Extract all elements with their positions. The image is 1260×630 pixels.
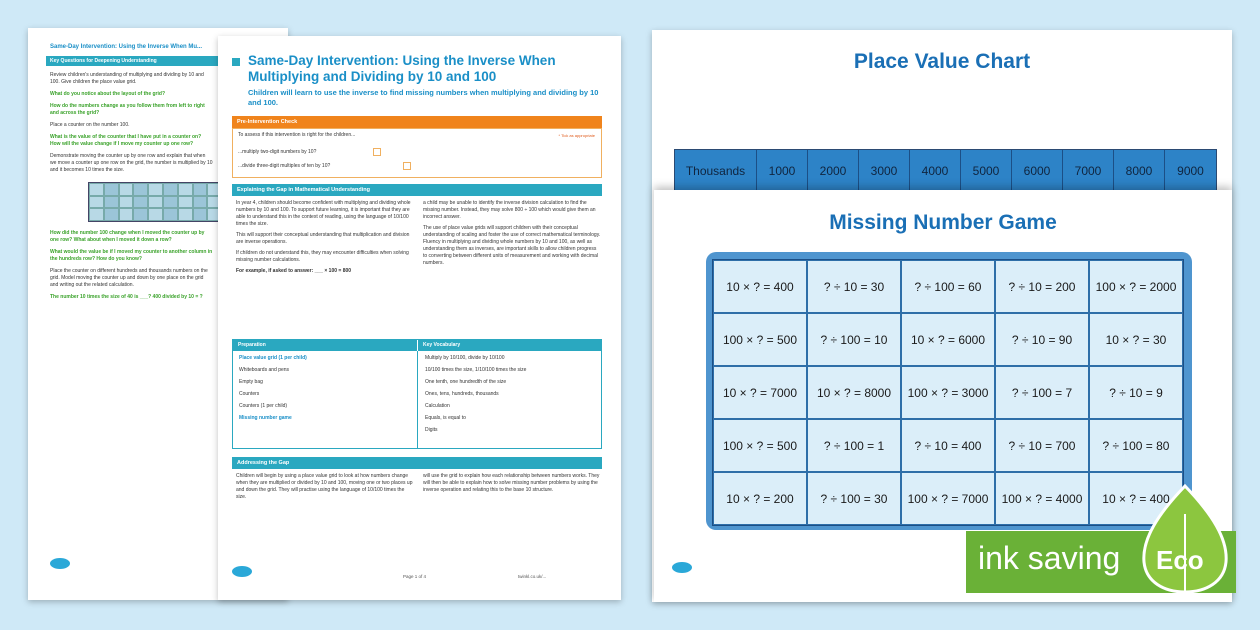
addressing-heading: Addressing the Gap — [232, 457, 602, 469]
preparation-table — [232, 339, 602, 449]
game-cell[interactable]: 10 × ? = 400 — [713, 260, 807, 313]
game-cell[interactable]: ? ÷ 10 = 90 — [995, 313, 1089, 366]
explaining-col-2 — [423, 200, 601, 271]
game-cell[interactable]: ? ÷ 10 = 9 — [1089, 366, 1183, 419]
game-cell[interactable]: 10 × ? = 6000 — [901, 313, 995, 366]
title-marker-icon — [232, 58, 240, 66]
explaining-paragraph: If children do not understand this, they may encounter difficulties when solving missing number calculations. — [236, 250, 409, 263]
game-cell[interactable]: 10 × ? = 8000 — [807, 366, 901, 419]
explaining-heading: Explaining the Gap in Mathematical Understanding — [232, 184, 602, 196]
place-value-title: Place Value Chart — [853, 50, 1031, 73]
game-cell[interactable]: 100 × ? = 500 — [713, 313, 807, 366]
game-cell[interactable]: ? ÷ 100 = 60 — [901, 260, 995, 313]
twinkl-logo-icon — [232, 566, 252, 577]
pre-check-tickbox[interactable] — [403, 162, 411, 170]
preparation-item: Counters — [239, 391, 260, 397]
place-value-cell: 1000 — [757, 150, 808, 192]
vocabulary-item: Multiply by 10/100, divide by 10/100 — [425, 355, 505, 361]
page-number: Page 1 of 4 — [403, 574, 427, 579]
back-paragraph: Demonstrate moving the counter up by one row and explain that when we move a counter up one row on the grid, the number is multiplied by 10 and it becomes 10 times the size. — [50, 153, 213, 173]
footer-site: twinkl.co.uk/... — [518, 574, 547, 579]
eco-leaf-icon — [1138, 484, 1232, 594]
game-cell[interactable]: 100 × ? = 7000 — [901, 472, 995, 525]
game-cell[interactable]: ? ÷ 10 = 700 — [995, 419, 1089, 472]
game-grid — [712, 259, 1184, 526]
preparation-item[interactable]: Place value grid (1 per child) — [239, 355, 307, 361]
pre-check-intro: To assess if this intervention is right for the children... — [238, 132, 356, 138]
explaining-paragraph: a child may be unable to identify the inverse division calculation to find the missing number. Instead, they may solve 800 ÷ 100 which would give them an incorrect answer. — [423, 200, 596, 220]
back-page-body — [28, 66, 213, 301]
pre-check-item: ...multiply two-digit numbers by 10? — [238, 149, 317, 155]
vocabulary-heading: Key Vocabulary — [417, 340, 601, 351]
back-question: The number 10 times the size of 40 is ___? 400 divided by 10 = ? — [50, 294, 203, 300]
place-value-cell: 3000 — [859, 150, 910, 192]
game-title: Missing Number Game — [829, 211, 1057, 234]
game-cell[interactable]: 10 × ? = 200 — [713, 472, 807, 525]
explaining-paragraph: The use of place value grids will support children with their conceptual understanding of scaling and foster the use of correct mathematical terminology. Fluency in multiplying and dividing whole numbers by 10 and 100, as well as understanding them as inverses, are important skills to allow children progress to converting between different units of measurement and working with decimal numbers. — [423, 225, 601, 266]
place-value-cell: 5000 — [961, 150, 1012, 192]
game-cell[interactable]: 100 × ? = 4000 — [995, 472, 1089, 525]
place-value-cell: 6000 — [1012, 150, 1063, 192]
vocabulary-item: Digits — [425, 427, 438, 433]
preparation-list — [239, 355, 307, 427]
back-page-section-bar: Key Questions for Deepening Understanding — [46, 56, 246, 66]
table-divider — [417, 351, 418, 448]
twinkl-logo-icon — [50, 558, 70, 569]
place-value-cell: 7000 — [1063, 150, 1114, 192]
back-question: What is the value of the counter that I have put in a counter on? How will the value change if I move my counter up one row? — [50, 134, 202, 147]
game-cell[interactable]: ? ÷ 100 = 7 — [995, 366, 1089, 419]
back-question: What would the value be if I moved my counter to another column in the hundreds row? How do you know? — [50, 249, 213, 262]
front-worksheet-page — [218, 36, 621, 600]
preparation-heading: Preparation — [233, 340, 417, 351]
addressing-col-1: Children will begin by using a place value grid to look at how numbers change when they are multiplied or divided by 10 and 100, moving one or two places up and down the grid. They will practise using the language of 10/100 times the size. — [236, 473, 413, 500]
game-cell[interactable]: ? ÷ 100 = 10 — [807, 313, 901, 366]
addressing-col-2: will use the grid to explain how each relationship between numbers works. They will then be able to explain how to solve missing number problems by using the inverse operation and relating this to the base 10 structure. — [423, 473, 600, 493]
place-value-cell: 8000 — [1114, 150, 1165, 192]
place-value-row — [674, 149, 1217, 193]
game-cell[interactable]: ? ÷ 100 = 30 — [807, 472, 901, 525]
preparation-item: Counters (1 per child) — [239, 403, 288, 409]
pre-check-heading: Pre-Intervention Check — [232, 116, 602, 128]
pre-check-box — [232, 128, 602, 178]
preparation-item: Empty bag — [239, 379, 263, 385]
eco-label: Eco — [1156, 545, 1204, 575]
vocabulary-item: One tenth, one hundredth of the size — [425, 379, 507, 385]
explaining-example: For example, if asked to answer: ___ × 100 = 800 — [236, 268, 352, 274]
game-cell[interactable]: ? ÷ 10 = 200 — [995, 260, 1089, 313]
explaining-col-1 — [236, 200, 414, 279]
worksheet-subtitle: Children will learn to use the inverse to find missing numbers when multiplying and dividing by 10 and 100. — [248, 88, 599, 107]
pre-check-tickbox[interactable] — [373, 148, 381, 156]
place-value-row-header: Thousands — [675, 150, 757, 192]
back-question: How do the numbers change as you follow them from left to right and across the grid? — [50, 103, 205, 116]
vocabulary-item: Calculation — [425, 403, 450, 409]
ink-saving-label: ink saving — [978, 540, 1121, 576]
back-paragraph: Review children's understanding of multiplying and dividing by 10 and 100. Give children the place value grid. — [50, 72, 204, 85]
back-paragraph: Place the counter on different hundreds and thousands numbers on the grid. Model moving the counter up and down by one place on the grid and writing out the related calculation. — [50, 268, 208, 288]
back-page-header: Same-Day Intervention: Using the Inverse When Mu... — [50, 44, 203, 50]
game-cell[interactable]: 100 × ? = 2000 — [1089, 260, 1183, 313]
explaining-paragraph: In year 4, children should become confident with multiplying and dividing whole numbers by 10 and 100. To support future learning, it is important that they are able to understand this in the context of reading, using the language of 10/100 times the size. — [236, 200, 411, 227]
game-cell[interactable]: 100 × ? = 500 — [713, 419, 807, 472]
game-cell[interactable]: 10 × ? = 7000 — [713, 366, 807, 419]
place-value-cell: 9000 — [1165, 150, 1216, 192]
pre-check-note: * Tick as appropriate — [558, 133, 595, 138]
place-value-cell: 2000 — [808, 150, 859, 192]
place-value-cell: 4000 — [910, 150, 961, 192]
game-cell[interactable]: ? ÷ 100 = 80 — [1089, 419, 1183, 472]
explaining-paragraph: This will support their conceptual understanding that multiplication and division are inverse operations. — [236, 232, 410, 245]
game-cell[interactable]: ? ÷ 10 = 30 — [807, 260, 901, 313]
mini-place-value-grid — [88, 182, 238, 222]
game-cell[interactable]: 100 × ? = 3000 — [901, 366, 995, 419]
worksheet-title: Same-Day Intervention: Using the Inverse When Multiplying and Dividing by 10 and 100 — [248, 53, 556, 84]
game-cell[interactable]: ? ÷ 10 = 400 — [901, 419, 995, 472]
vocabulary-item: 10/100 times the size, 1/10/100 times the size — [425, 367, 527, 373]
preparation-item: Whiteboards and pens — [239, 367, 290, 373]
vocabulary-item: Ones, tens, hundreds, thousands — [425, 391, 499, 397]
vocabulary-item: Equals, is equal to — [425, 415, 466, 421]
back-question: How did the number 100 change when I moved the counter up by one row? What about when I moved it down a row? — [50, 230, 205, 243]
game-cell[interactable]: 10 × ? = 400 — [1089, 472, 1183, 525]
preparation-item[interactable]: Missing number game — [239, 415, 292, 421]
vocabulary-list — [425, 355, 526, 439]
twinkl-logo-icon — [672, 562, 692, 573]
game-cell[interactable]: ? ÷ 100 = 1 — [807, 419, 901, 472]
back-paragraph: Place a counter on the number 100. — [50, 122, 130, 128]
game-cell[interactable]: 10 × ? = 30 — [1089, 313, 1183, 366]
pre-check-item: ...divide three-digit multiples of ten by 10? — [238, 163, 331, 169]
back-question: What do you notice about the layout of the grid? — [50, 91, 165, 97]
